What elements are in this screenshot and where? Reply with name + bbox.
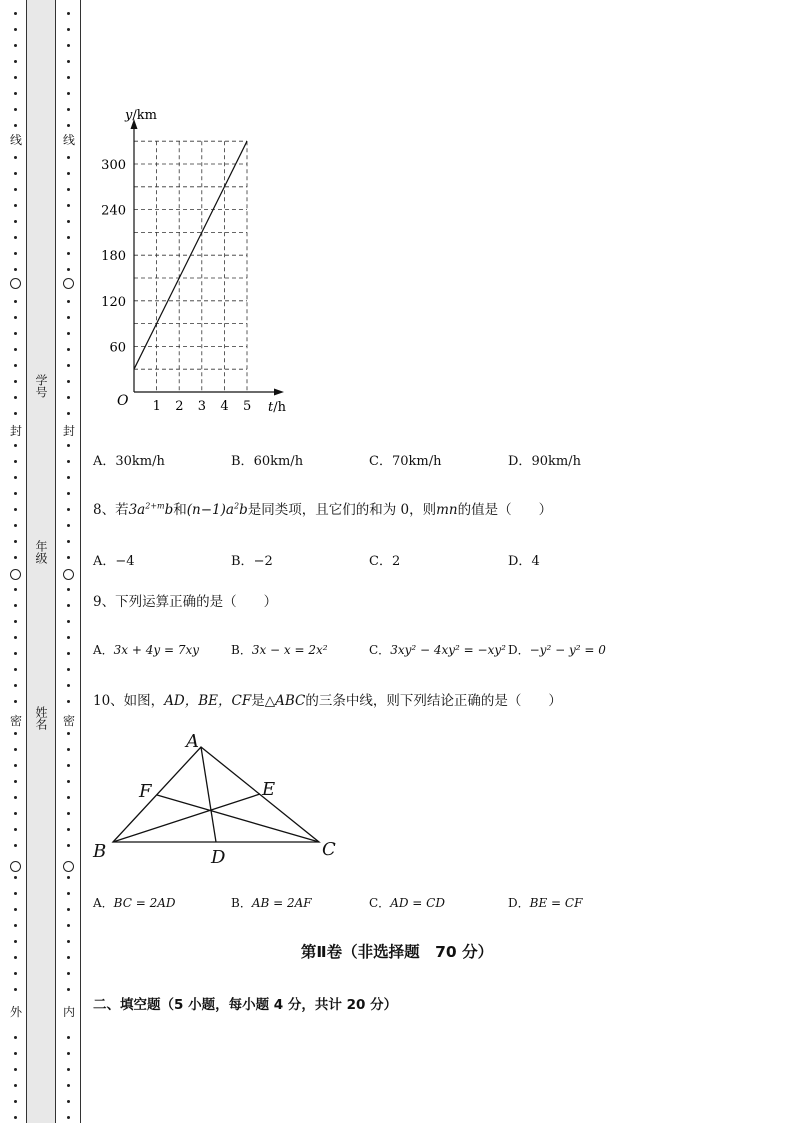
margin-dot	[14, 380, 17, 383]
margin-dot	[67, 108, 70, 111]
margin-dot	[14, 748, 17, 751]
margin-dot	[14, 524, 17, 527]
margin-dot	[67, 76, 70, 79]
margin-dot	[14, 668, 17, 671]
margin-dot	[67, 476, 70, 479]
margin-dot	[67, 636, 70, 639]
q10-options: A．BC = 2AD B．AB = 2AF C．AD = CD D．BE = CF	[93, 896, 583, 910]
q7-options	[93, 450, 773, 470]
margin-dot	[67, 828, 70, 831]
q7-option-d-letter: D．	[508, 454, 532, 469]
margin-dot	[67, 444, 70, 447]
y-tick-label: 60	[109, 340, 126, 356]
margin-dot	[14, 588, 17, 591]
field-student-number: 学号	[34, 374, 48, 398]
margin-dot	[67, 492, 70, 495]
margin-dot	[67, 988, 70, 991]
margin-dot	[14, 700, 17, 703]
q10-option-c: AD = CD	[390, 896, 445, 910]
margin-dot	[67, 188, 70, 191]
outer-char-wai: 外	[6, 1005, 26, 1019]
x-tick-label: 3	[197, 399, 207, 414]
margin-dot	[67, 44, 70, 47]
x-axis-label: t/h	[268, 400, 286, 415]
margin-dot	[67, 684, 70, 687]
margin-dot	[14, 108, 17, 111]
margin-dot	[14, 556, 17, 559]
margin-dot	[14, 92, 17, 95]
part-two-title: 第Ⅱ卷（非选择题 70 分）	[300, 943, 494, 961]
median-cf	[157, 795, 319, 842]
outer-char-xian: 线	[6, 133, 26, 147]
margin-dot	[67, 652, 70, 655]
margin-dot	[67, 668, 70, 671]
margin-dot	[14, 540, 17, 543]
margin-dot	[14, 332, 17, 335]
margin-dot	[67, 972, 70, 975]
margin-dot	[14, 76, 17, 79]
x-tick-label: 4	[220, 399, 229, 414]
margin-dot	[67, 364, 70, 367]
margin-dot	[67, 412, 70, 415]
q7-option-a: 30km/h	[115, 454, 165, 469]
margin-dot	[14, 444, 17, 447]
margin-dot	[67, 300, 70, 303]
margin-dot	[67, 1052, 70, 1055]
margin-dot	[67, 12, 70, 15]
q8-stem: 8、若$3a^{2+m}b$和$(n-1)a^2b$是同类项，且它们的和为 0，则mn的值是（ ）	[93, 501, 553, 518]
q7-option-d: 90km/h	[531, 454, 581, 469]
margin-dot	[67, 812, 70, 815]
y-tick-label: 180	[101, 249, 126, 265]
median-ad	[201, 747, 216, 842]
margin-dot	[67, 748, 70, 751]
margin-dot	[14, 300, 17, 303]
q10-stem: 10、如图，AD，BE，CF是△ABC的三条中线，则下列结论正确的是（ ）	[93, 693, 562, 709]
margin-dot	[67, 1036, 70, 1039]
margin-dot	[67, 268, 70, 271]
margin-dot	[14, 828, 17, 831]
margin-dot	[14, 28, 17, 31]
margin-dot	[14, 988, 17, 991]
margin-dot	[14, 236, 17, 239]
margin-dot	[67, 796, 70, 799]
y-tick-label: 240	[101, 203, 126, 219]
field-name: 姓名	[34, 706, 48, 730]
margin-dot	[14, 1036, 17, 1039]
margin-dot	[14, 876, 17, 879]
margin-dot	[67, 700, 70, 703]
outer-char-mi: 密	[6, 714, 26, 728]
margin-dot	[67, 1068, 70, 1071]
margin-dot	[67, 172, 70, 175]
margin-dot	[67, 844, 70, 847]
margin-dot	[67, 316, 70, 319]
margin-dot	[14, 892, 17, 895]
origin-label: O	[117, 393, 129, 409]
margin-dot	[14, 492, 17, 495]
q10-option-b: AB = 2AF	[251, 896, 312, 910]
margin-circle	[10, 861, 21, 872]
q9-options: A．3x + 4y = 7xy B．3x − x = 2x² C．3xy² − 4xy² = −xy² D．−y² − y² = 0	[93, 643, 606, 657]
q10-option-d: BE = CF	[529, 896, 583, 910]
q9-option-c: 3xy² − 4xy² = −xy²	[390, 643, 506, 657]
inner-char-xian: 线	[59, 133, 79, 147]
vertex-a-label: A	[186, 731, 199, 752]
margin-dot	[67, 460, 70, 463]
margin-dot	[67, 220, 70, 223]
margin-circle	[63, 861, 74, 872]
margin-dot	[67, 892, 70, 895]
margin-dot	[67, 204, 70, 207]
inner-char-nei: 内	[59, 1005, 79, 1019]
q7-option-c-letter: C．	[369, 454, 392, 469]
margin-dot	[67, 60, 70, 63]
margin-dot	[14, 124, 17, 127]
margin-dot	[67, 1100, 70, 1103]
margin-circle	[63, 569, 74, 580]
q7-option-a-letter: A．	[93, 454, 116, 469]
inner-char-mi: 密	[59, 714, 79, 728]
margin-dot	[67, 252, 70, 255]
margin-dot	[14, 204, 17, 207]
fill-in-section-heading: 二、填空题（5 小题，每小题 4 分，共计 20 分）	[93, 997, 398, 1013]
q8-option-c: 2	[391, 554, 401, 569]
margin-dot	[14, 636, 17, 639]
margin-dot	[14, 412, 17, 415]
margin-dot	[14, 1052, 17, 1055]
y-tick-label: 120	[101, 294, 126, 310]
margin-dot	[14, 268, 17, 271]
margin-dot	[14, 1116, 17, 1119]
x-tick-label: 5	[243, 399, 252, 414]
margin-dot	[67, 780, 70, 783]
margin-dot	[14, 348, 17, 351]
q8-option-d: 4	[531, 554, 540, 569]
margin-dot	[14, 732, 17, 735]
chart-axes	[131, 119, 285, 396]
margin-dot	[14, 780, 17, 783]
margin-dot	[14, 972, 17, 975]
margin-dot	[14, 908, 17, 911]
field-grade: 年级	[34, 540, 48, 564]
margin-dot	[14, 60, 17, 63]
margin-dot	[67, 620, 70, 623]
q9-option-b: 3x − x = 2x²	[251, 643, 328, 657]
margin-dot	[67, 28, 70, 31]
margin-dot	[14, 156, 17, 159]
q8-option-a: −4	[115, 554, 135, 569]
margin-dot	[67, 396, 70, 399]
vertex-c-label: C	[322, 839, 336, 860]
margin-dot	[14, 684, 17, 687]
q9-stem: 9、下列运算正确的是（ ）	[93, 594, 278, 610]
margin-dot	[14, 604, 17, 607]
vertex-b-label: B	[93, 841, 107, 862]
margin-dot	[14, 172, 17, 175]
margin-dot	[14, 812, 17, 815]
q7-option-c: 70km/h	[391, 454, 442, 469]
margin-dot	[14, 924, 17, 927]
margin-dot	[14, 1100, 17, 1103]
margin-dot	[67, 156, 70, 159]
margin-dot	[14, 252, 17, 255]
margin-dot	[14, 188, 17, 191]
chart-grid	[134, 141, 247, 392]
margin-dot	[67, 556, 70, 559]
margin-dot	[14, 316, 17, 319]
distance-time-chart	[100, 105, 300, 415]
margin-dot	[14, 364, 17, 367]
margin-dot	[14, 620, 17, 623]
point-f-label: F	[139, 781, 152, 802]
x-tick-label: 1	[152, 399, 161, 414]
margin-dot	[67, 1084, 70, 1087]
margin-dot	[67, 332, 70, 335]
margin-circle	[10, 569, 21, 580]
outer-char-feng: 封	[6, 424, 26, 438]
margin-dot	[67, 924, 70, 927]
margin-dot	[67, 732, 70, 735]
margin-dot	[67, 876, 70, 879]
margin-dot	[14, 1084, 17, 1087]
margin-dot	[14, 396, 17, 399]
chart-ticks	[101, 158, 251, 414]
margin-dot	[67, 236, 70, 239]
x-axis-arrow	[274, 389, 284, 396]
q8-option-b: −2	[253, 554, 273, 569]
margin-dot	[14, 1068, 17, 1071]
margin-dot	[67, 124, 70, 127]
margin-dot	[14, 44, 17, 47]
margin-dot	[67, 524, 70, 527]
point-e-label: E	[262, 779, 276, 800]
margin-dot	[14, 12, 17, 15]
margin-dot	[14, 476, 17, 479]
margin-dot	[14, 460, 17, 463]
margin-dot	[67, 604, 70, 607]
margin-dot	[67, 764, 70, 767]
margin-circle	[10, 278, 21, 289]
margin-dot	[14, 652, 17, 655]
margin-dot	[67, 348, 70, 351]
y-axis-label: y/km	[125, 108, 157, 123]
q10-option-a: BC = 2AD	[113, 896, 176, 910]
q8-options: A．−4 B．−2 C．2 D．4	[93, 554, 540, 569]
margin-dot	[14, 764, 17, 767]
q9-option-d: −y² − y² = 0	[529, 643, 606, 657]
margin-dot	[67, 1116, 70, 1119]
y-tick-label: 300	[101, 158, 126, 173]
q7-option-b: 60km/h	[253, 454, 304, 469]
margin-dot	[67, 92, 70, 95]
triangle-medians-figure	[88, 725, 348, 870]
margin-dot	[67, 540, 70, 543]
q9-option-a: 3x + 4y = 7xy	[113, 643, 200, 657]
margin-dot	[14, 844, 17, 847]
x-tick-label: 2	[175, 399, 184, 414]
margin-dot	[67, 588, 70, 591]
q7-option-b-letter: B．	[231, 454, 254, 469]
margin-dot	[14, 220, 17, 223]
margin-dot	[67, 508, 70, 511]
point-d-label: D	[211, 847, 226, 868]
margin-circle	[63, 278, 74, 289]
margin-dot	[14, 796, 17, 799]
inner-char-feng: 封	[59, 424, 79, 438]
margin-dot	[67, 380, 70, 383]
margin-dot	[67, 908, 70, 911]
margin-dot	[14, 508, 17, 511]
